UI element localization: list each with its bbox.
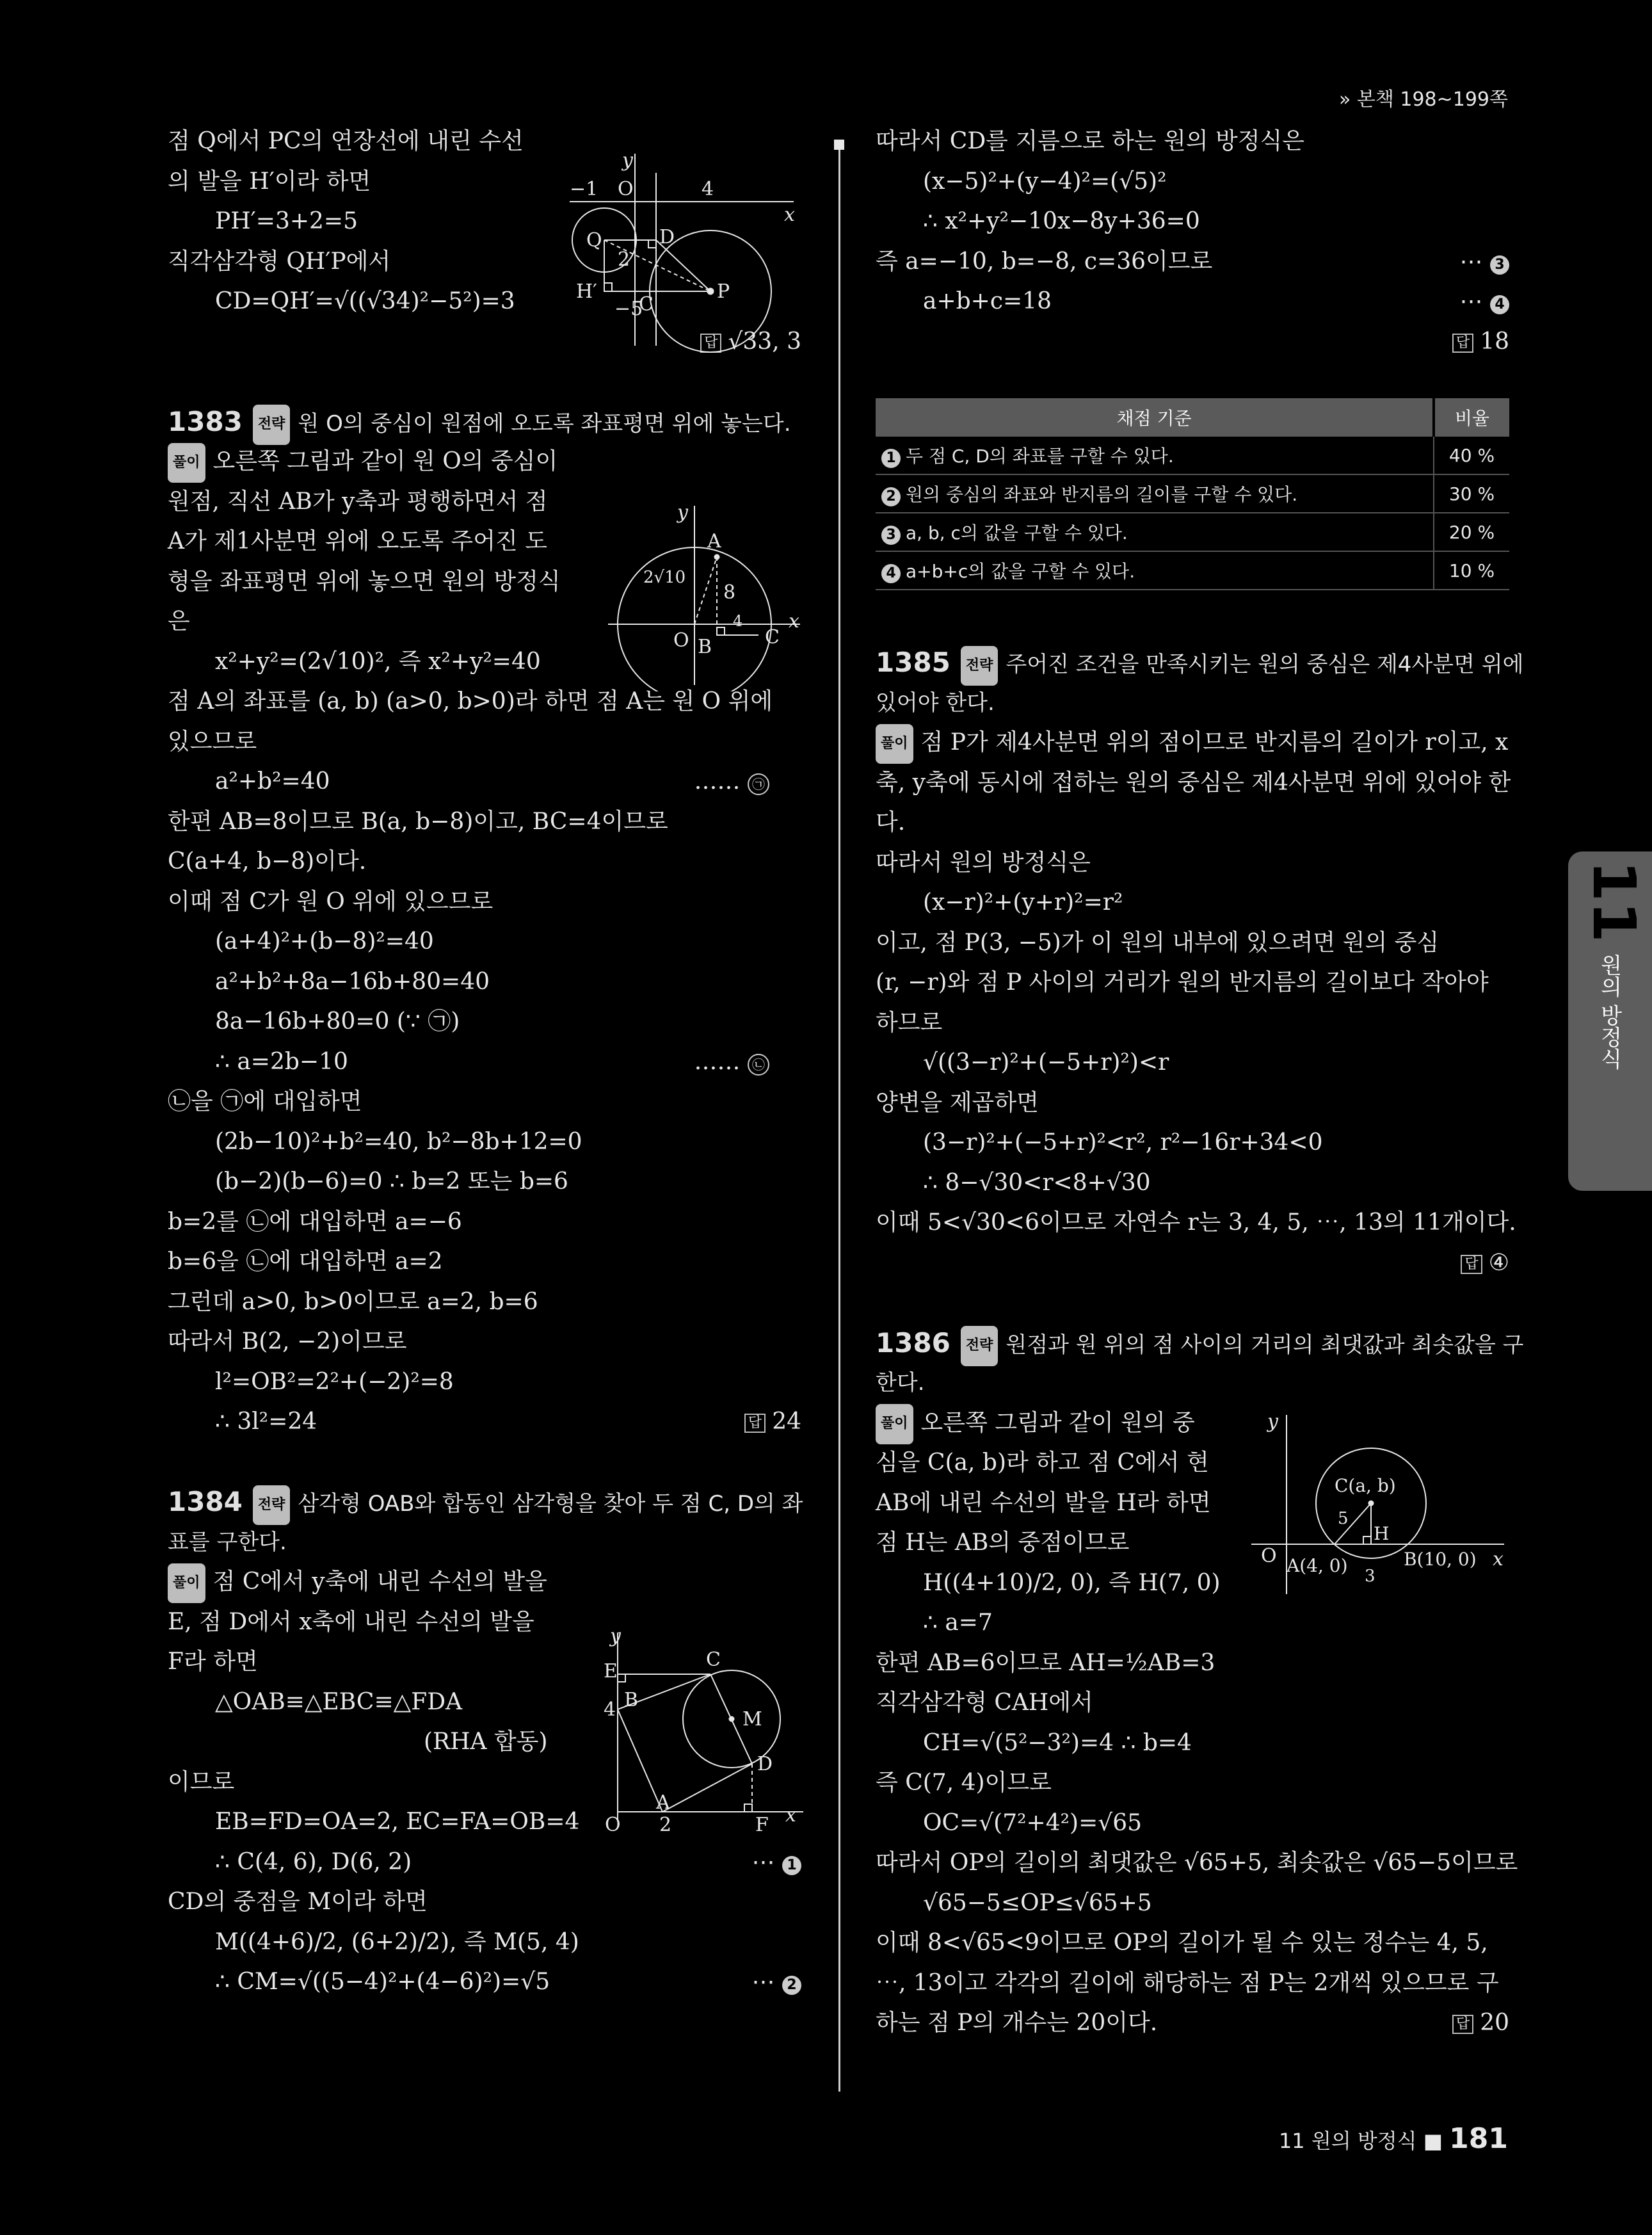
text-line: 은	[168, 608, 190, 634]
strategy-tag: 전략	[961, 1326, 998, 1366]
math-line: OC=√(7²+4²)=√65	[923, 1809, 1142, 1836]
page-footer: 11 원의 방정식 ■ 181	[1278, 2122, 1508, 2155]
problem-number: 1385	[876, 647, 950, 678]
strategy-tag: 전략	[253, 405, 291, 445]
table-row: 3 a, b, c의 값을 구할 수 있다. 20 %	[876, 513, 1509, 551]
solution-tag: 풀이	[168, 443, 205, 483]
fig-label: B	[624, 1689, 639, 1711]
answer-icon: 답	[744, 1414, 766, 1433]
text-line: CD의 중점을 M이라 하면	[168, 1889, 428, 1915]
grading-criteria-table	[876, 398, 1509, 590]
math-line: ∴ 3l²=24 답 24	[215, 1408, 801, 1435]
math-line: ∴ C(4, 6), D(6, 2) ⋯ 1	[168, 1843, 801, 1883]
solution-tag: 풀이	[876, 1404, 913, 1444]
page-number: 181	[1449, 2122, 1508, 2155]
step-marker: 2	[881, 487, 901, 506]
step-marker: 1	[881, 449, 901, 468]
double-chevron-icon: »	[1338, 88, 1351, 111]
math-line: (x−r)²+(y+r)²=r²	[923, 889, 1123, 916]
square-bullet-icon: ■	[1423, 2129, 1443, 2153]
math-line: a²+b²+8a−16b+80=40	[215, 968, 490, 995]
fig-label: A	[656, 1791, 670, 1814]
text-line: 양변을 제곱하면	[876, 1089, 1039, 1116]
fig-label: y	[677, 501, 688, 524]
text-line: 점 Q에서 PC의 연장선에 내린 수선	[168, 128, 524, 154]
math-line: ∴ 8−√30<r<8+√30	[923, 1169, 1151, 1196]
text-line: b=6을 ㉡에 대입하면 a=2	[168, 1248, 443, 1275]
text-line: 풀이 오른쪽 그림과 같이 원의 중	[876, 1403, 1509, 1444]
answer-icon: 답	[1452, 334, 1473, 353]
text-line: 있으므로	[168, 728, 257, 755]
math-line: ∴ a=2b−10 …… ㉡	[168, 1042, 801, 1083]
figure-1386	[1248, 1408, 1511, 1601]
text-line: 따라서 B(2, −2)이므로	[168, 1328, 407, 1355]
fig-label: H	[1374, 1523, 1390, 1544]
math-line: PH′=3+2=5	[215, 208, 358, 234]
text-line: 하므로	[876, 1009, 943, 1036]
math-line: a²+b²=40 …… ㉠	[168, 762, 801, 802]
answer-value: √33, 3	[728, 328, 801, 355]
strategy-text: 원점과 원 위의 점 사이의 거리의 최댓값과 최솟값을 구	[1006, 1332, 1524, 1358]
text-line: AB에 내린 수선의 발을 H라 하면	[876, 1489, 1211, 1516]
fig-label: O	[673, 629, 689, 652]
fig-label: 4	[604, 1698, 616, 1721]
table-row: 4 a+b+c의 값을 구할 수 있다. 10 %	[876, 551, 1509, 590]
text-line: 하는 점 P의 개수는 20이다. 답 20	[876, 2010, 1509, 2036]
math-line: ∴ x²+y²−10x−8y+36=0	[923, 208, 1200, 234]
chapter-side-tab	[1568, 851, 1652, 1191]
math-line: CD=QH′=√((√34)²−5²)=3	[215, 288, 515, 314]
book-reference: » 본책 198~199쪽	[1338, 88, 1508, 111]
strategy-text: 표를 구한다.	[168, 1529, 287, 1555]
fig-label: x	[789, 610, 799, 633]
text-line: 직각삼각형 CAH에서	[876, 1690, 1093, 1716]
strategy-text: 주어진 조건을 만족시키는 원의 중심은 제4사분면 위에	[1006, 652, 1524, 677]
problem-1385-header	[876, 643, 1524, 683]
fig-label: 2	[659, 1814, 672, 1836]
step-marker: 1	[782, 1856, 801, 1875]
fig-label: A	[707, 530, 721, 553]
problem-1386-header	[876, 1323, 1524, 1364]
strategy-text: 삼각형 OAB와 합동인 삼각형을 찾아 두 점 C, D의 좌	[298, 1491, 803, 1517]
math-line: EB=FD=OA=2, EC=FA=OB=4	[215, 1809, 580, 1835]
text-line: C(a+4, b−8)이다.	[168, 848, 367, 875]
fig-label: F	[755, 1814, 769, 1836]
math-line: (x−5)²+(y−4)²=(√5)²	[923, 168, 1167, 195]
text-line: 따라서 OP의 길이의 최댓값은 √65+5, 최솟값은 √65−5이므로	[876, 1850, 1518, 1876]
circled-mark: ㉠	[748, 773, 769, 795]
step-marker: 4	[1490, 295, 1509, 314]
math-line: (b−2)(b−6)=0 ∴ b=2 또는 b=6	[215, 1168, 568, 1195]
math-line: l²=OB²=2²+(−2)²=8	[215, 1368, 454, 1395]
math-line: △OAB≡△EBC≡△FDA	[215, 1688, 463, 1715]
answer-value: 24	[772, 1408, 801, 1435]
fig-label: x	[1493, 1548, 1504, 1570]
fig-label: P	[717, 280, 730, 303]
text-line: 즉 a=−10, b=−8, c=36이므로 ⋯ 3	[876, 242, 1509, 282]
fig-label: x	[784, 204, 795, 226]
column-divider	[838, 142, 840, 2092]
problem-number: 1386	[876, 1327, 950, 1359]
solution-tag: 풀이	[876, 724, 913, 764]
math-line: x²+y²=(2√10)², 즉 x²+y²=40	[215, 648, 541, 675]
problem-1384-header	[168, 1482, 801, 1522]
fig-label: y	[622, 149, 633, 172]
fig-label: B(10, 0)	[1404, 1549, 1477, 1570]
text-line: ⋯, 13이고 각각의 길이에 해당하는 점 P는 2개씩 있으므로 구	[876, 1969, 1499, 1996]
fig-label: y	[1267, 1410, 1278, 1433]
text-line: 이때 8<√65<9이므로 OP의 길이가 될 수 있는 정수는 4, 5,	[876, 1930, 1488, 1956]
text-line: 이므로	[168, 1768, 235, 1795]
answer-value: 18	[1480, 328, 1509, 355]
text-line: 그런데 a>0, b>0이므로 a=2, b=6	[168, 1288, 538, 1315]
text-line: 원점, 직선 AB가 y축과 평행하면서 점	[168, 488, 548, 515]
answer-line	[876, 322, 1509, 362]
text-line: 풀이 점 C에서 y축에 내린 수선의 발을	[168, 1562, 801, 1602]
fig-label: 2√10	[643, 568, 686, 587]
step-marker: 4	[881, 564, 901, 583]
table-header: 채점 기준	[876, 398, 1434, 437]
math-line: a+b+c=18 ⋯ 4	[876, 282, 1509, 322]
step-marker: 2	[782, 1976, 801, 1995]
strategy-text: 원 O의 중심이 원점에 오도록 좌표평면 위에 놓는다.	[298, 410, 791, 437]
fig-label: D	[757, 1753, 773, 1775]
figure-top-circles	[563, 147, 806, 359]
fig-label: D	[659, 226, 675, 248]
divider-marker	[834, 140, 844, 150]
text-line: 축, y축에 동시에 접하는 원의 중심은 제4사분면 위에 있어야 한	[876, 769, 1511, 796]
text-line: 이때 점 C가 원 O 위에 있으므로	[168, 888, 493, 915]
text-line: 점 A의 좌표를 (a, b) (a>0, b>0)라 하면 점 A는 원 O 위에	[168, 688, 773, 714]
math-line: √((3−r)²+(−5+r)²)<r	[923, 1049, 1169, 1076]
fig-label: −1	[570, 178, 598, 200]
fig-label: 8	[723, 581, 736, 604]
answer-line	[876, 1243, 1509, 1284]
text-line: 풀이 점 P가 제4사분면 위의 점이므로 반지름의 길이가 r이고, x	[876, 723, 1509, 763]
text-line: E, 점 D에서 x축에 내린 수선의 발을	[168, 1608, 534, 1635]
figure-1383	[602, 499, 806, 691]
fig-label: 4	[702, 178, 714, 200]
fig-label: B	[698, 636, 712, 658]
text-line: 형을 좌표평면 위에 놓으면 원의 방정식	[168, 568, 561, 595]
fig-label: Q	[586, 229, 602, 252]
fig-label: H′	[576, 280, 597, 303]
fig-label: C	[706, 1649, 721, 1671]
problem-number: 1384	[168, 1486, 243, 1517]
fig-label: E	[604, 1660, 618, 1682]
step-marker: 3	[1490, 255, 1509, 275]
strategy-tag: 전략	[961, 646, 998, 686]
fig-label: 3	[1365, 1567, 1375, 1586]
text-line: 따라서 CD를 지름으로 하는 원의 방정식은	[876, 128, 1305, 154]
fig-label: C	[765, 626, 780, 649]
fig-label: O	[605, 1814, 621, 1836]
problem-1383-header	[168, 402, 801, 442]
text-line: 따라서 원의 방정식은	[876, 849, 1091, 876]
problem-number: 1383	[168, 405, 243, 437]
text-line: 풀이 오른쪽 그림과 같이 원 O의 중심이	[168, 442, 801, 482]
fig-label: C	[639, 293, 654, 316]
solution-tag: 풀이	[168, 1563, 205, 1604]
text-line: 직각삼각형 QH′P에서	[168, 248, 391, 275]
text-line: A가 제1사분면 위에 오도록 주어진 도	[168, 528, 547, 554]
math-line: √65−5≤OP≤√65+5	[923, 1889, 1152, 1916]
math-line: 8a−16b+80=0 (∵ ㉠)	[215, 1008, 460, 1035]
text-line: 한편 AB=6이므로 AH=½AB=3	[876, 1649, 1215, 1676]
chapter-number: 11	[1580, 860, 1648, 943]
text-line: 이때 5<√30<6이므로 자연수 r는 3, 4, 5, ⋯, 13의 11개이다.	[876, 1209, 1516, 1236]
table-header: 비율	[1434, 398, 1509, 437]
fig-label: M	[742, 1708, 762, 1731]
text-line: 한편 AB=8이므로 B(a, b−8)이고, BC=4이므로	[168, 808, 668, 835]
step-marker: 3	[881, 526, 901, 545]
text-line: 의 발을 H′이라 하면	[168, 168, 371, 195]
math-line: (3−r)²+(−5+r)²<r², r²−16r+34<0	[923, 1129, 1323, 1156]
fig-label: y	[610, 1626, 621, 1647]
fig-label: 4	[733, 612, 743, 630]
text-line: ㉡을 ㉠에 대입하면	[168, 1088, 362, 1115]
right-column-lower	[876, 643, 1524, 2044]
answer-value: 20	[1480, 2010, 1509, 2036]
fig-label: C(a, b)	[1335, 1475, 1396, 1496]
answer-icon: 답	[1461, 1255, 1482, 1274]
math-line: (RHA 합동)	[424, 1729, 548, 1755]
strategy-text: 한다.	[876, 1370, 925, 1396]
text-line: 심을 C(a, b)라 하고 점 C에서 현	[876, 1449, 1209, 1476]
table-row: 1 두 점 C, D의 좌표를 구할 수 있다. 40 %	[876, 437, 1509, 474]
answer-value: ④	[1488, 1249, 1509, 1276]
fig-label: 5	[1338, 1509, 1349, 1528]
text-line: 점 H는 AB의 중점이므로	[876, 1529, 1130, 1556]
chapter-title: 원의 방정식	[1596, 954, 1622, 1070]
math-line: ∴ a=7	[923, 1610, 993, 1636]
figure-1384	[598, 1626, 810, 1837]
math-line: (2b−10)²+b²=40, b²−8b+12=0	[215, 1128, 582, 1155]
table-row: 2 원의 중심의 좌표와 반지름의 길이를 구할 수 있다. 30 %	[876, 474, 1509, 513]
text-line: 즉 C(7, 4)이므로	[876, 1770, 1052, 1796]
text-line: F라 하면	[168, 1649, 258, 1675]
text-line: (r, −r)와 점 P 사이의 거리가 원의 반지름의 길이보다 작아야	[876, 969, 1489, 996]
circled-mark: ㉡	[748, 1054, 769, 1076]
fig-label: A(4, 0)	[1287, 1555, 1348, 1576]
math-line: (a+4)²+(b−8)²=40	[215, 928, 434, 955]
strategy-text: 있어야 한다.	[876, 690, 995, 716]
answer-icon: 답	[700, 334, 721, 353]
fig-label: −5	[614, 298, 643, 320]
fig-label: O	[618, 178, 634, 200]
fig-label: O	[1261, 1545, 1277, 1567]
math-line: H((4+10)/2, 0), 즉 H(7, 0)	[923, 1569, 1221, 1596]
strategy-tag: 전략	[253, 1485, 291, 1526]
text-line: b=2를 ㉡에 대입하면 a=−6	[168, 1208, 462, 1235]
text-line: 이고, 점 P(3, −5)가 이 원의 내부에 있으려면 원의 중심	[876, 929, 1439, 956]
right-column	[876, 122, 1509, 362]
fig-label: x	[785, 1804, 796, 1827]
math-line: CH=√(5²−3²)=4 ∴ b=4	[923, 1729, 1192, 1756]
fig-label: 2	[618, 248, 630, 271]
text-line: 다.	[876, 809, 906, 835]
answer-icon: 답	[1452, 2015, 1473, 2034]
math-line: M((4+6)/2, (6+2)/2), 즉 M(5, 4)	[215, 1928, 579, 1955]
math-line: ∴ CM=√((5−4)²+(4−6)²)=√5 ⋯ 2	[168, 1962, 801, 2003]
